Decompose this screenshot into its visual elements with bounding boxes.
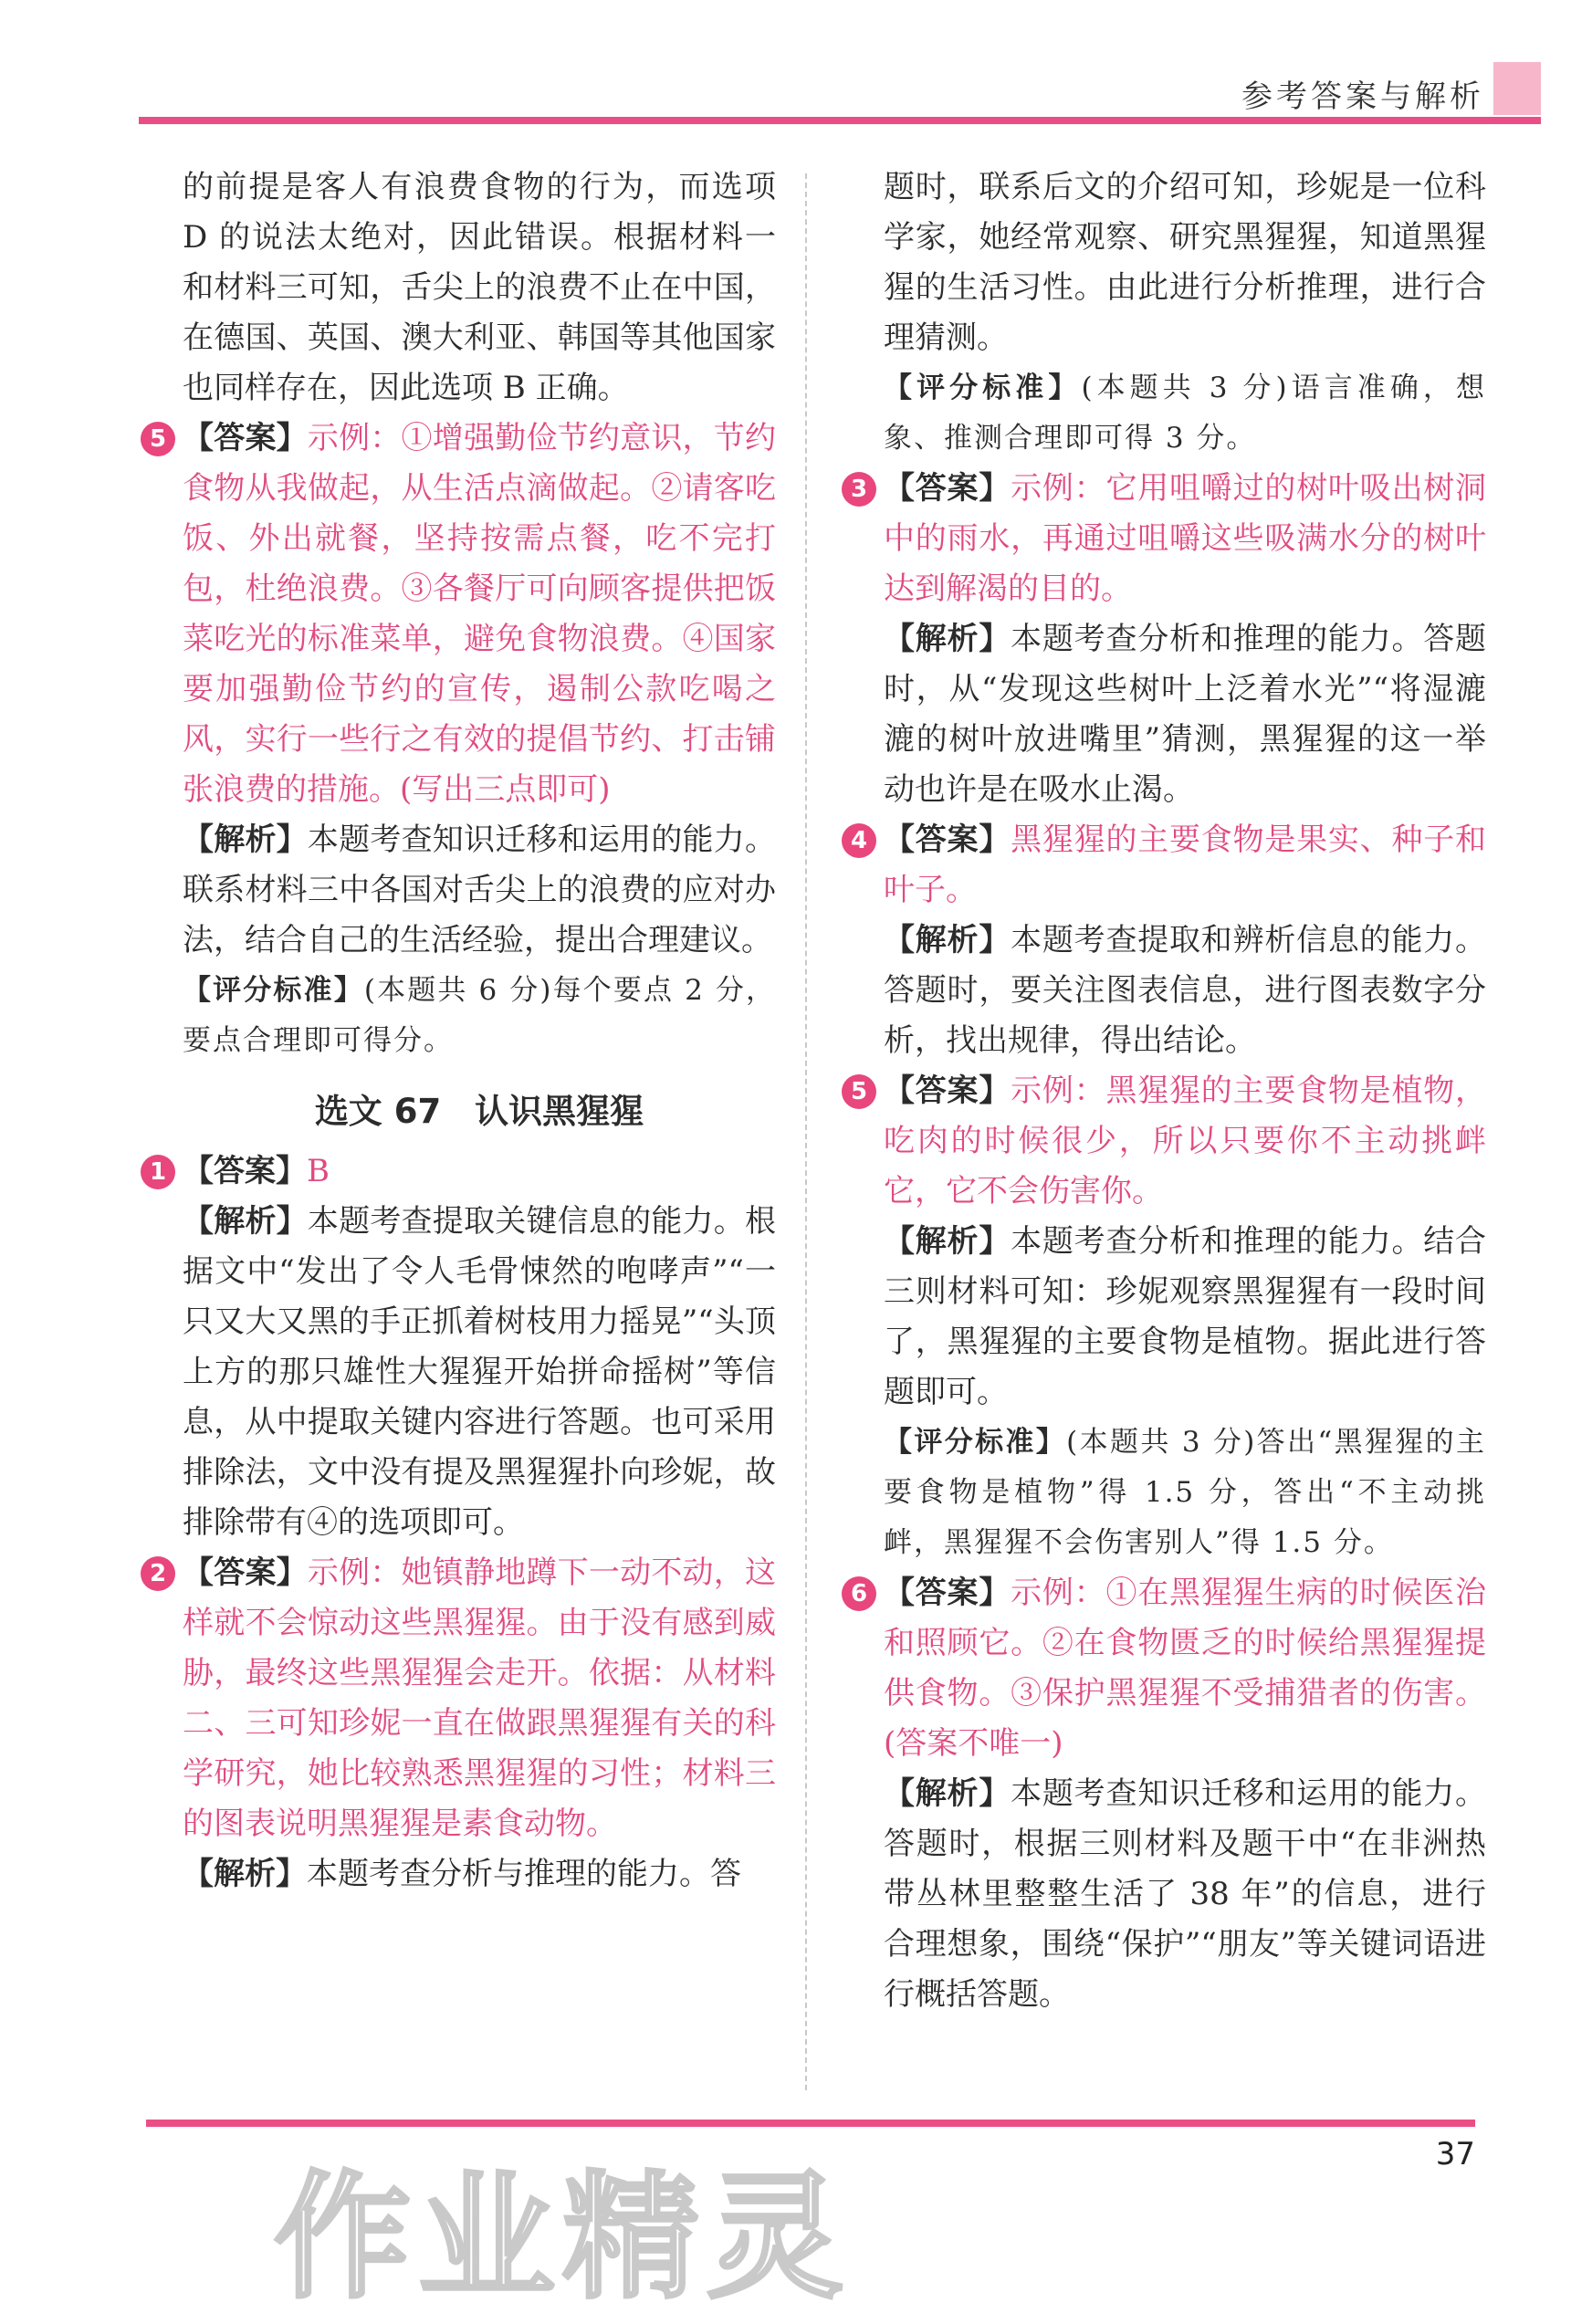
analysis-label: 【解析】: [183, 1203, 308, 1240]
analysis-text: 本题考查分析和推理的能力。答题时，从“发现这些树叶上泛着水光”“将湿漉漉的树叶放进嘴里”猜测，黑猩猩的这一举动也许是在吸水止渴。: [884, 621, 1487, 808]
analysis-label: 【解析】: [183, 1856, 307, 1892]
score-text: (本题共 3 分)答出“黑猩猩的主要食物是植物”得 1.5 分，答出“不主动挑衅，黑猩猩不会伤害别人”得 1.5 分。: [884, 1426, 1487, 1559]
score-block: [884, 363, 1486, 464]
analysis-text: 本题考查分析与推理的能力。答: [307, 1856, 741, 1892]
analysis-label: 【解析】: [884, 922, 1011, 958]
answer-block: [850, 464, 1487, 614]
analysis-text: 本题考查知识迁移和运用的能力。联系材料三中各国对舌尖上的浪费的应对办法，结合自己的生活经验，提出合理建议。: [183, 822, 777, 958]
analysis-label: 【解析】: [884, 621, 1011, 657]
question-number-badge: 6: [842, 1576, 876, 1611]
question-number-badge: 1: [141, 1155, 175, 1189]
header-color-block: [1493, 62, 1541, 115]
score-block: [183, 966, 776, 1066]
page-number: 37: [1435, 2136, 1475, 2172]
answer-label: 【答案】: [183, 1153, 307, 1189]
score-text: (本题共 6 分)每个要点 2 分，要点合理即可得分。: [183, 974, 776, 1057]
question-number-badge: 3: [842, 472, 876, 507]
watermark-logo: 作业精灵: [274, 2159, 852, 2318]
answer-text: 示例：黑猩猩的主要食物是植物，吃肉的时候很少，所以只要你不主动挑衅它，它不会伤害你。: [884, 1073, 1487, 1209]
analysis-block: [183, 815, 776, 966]
answer-block: [149, 1146, 776, 1197]
question-number-badge: 5: [842, 1074, 876, 1109]
score-label: 【评分标准】: [183, 974, 364, 1007]
answer-block: [850, 1568, 1487, 1769]
question-number-badge: 2: [141, 1556, 175, 1591]
score-label: 【评分标准】: [884, 1426, 1067, 1459]
section-title: 选文 67 认识黑猩猩: [314, 1092, 644, 1131]
answer-text: 示例：①增强勤俭节约意识，节约食物从我做起，从生活点滴做起。②请客吃饭、外出就餐，坚持按需点餐，吃不完打包，杜绝浪费。③各餐厅可向顾客提供把饭菜吃光的标准菜单，避免食物浪费。④国家要加强勤俭节约的宣传，遏制公款吃喝之风，实行一些行之有效的提倡节约、打击铺张浪费的措施。(写出三点即可): [183, 420, 777, 808]
question-number-badge: 4: [842, 823, 876, 858]
analysis-block: [884, 614, 1486, 815]
analysis-block: [884, 916, 1486, 1066]
answer-label: 【答案】: [183, 420, 308, 456]
answer-block: [850, 815, 1487, 916]
column-divider: [805, 173, 807, 2090]
analysis-block: [884, 1217, 1486, 1418]
paragraph: [884, 162, 1486, 363]
answer-block: [850, 1066, 1487, 1217]
analysis-block: [884, 1769, 1486, 2020]
answer-label: 【答案】: [884, 1575, 1011, 1611]
score-block: [884, 1418, 1486, 1568]
right-column: [850, 162, 1487, 2020]
answer-label: 【答案】: [884, 822, 1011, 858]
score-text: (本题共 3 分)语言准确，想象、推测合理即可得 3 分。: [884, 372, 1486, 455]
score-label: 【评分标准】: [884, 372, 1082, 404]
answer-block: [149, 414, 777, 815]
answer-label: 【答案】: [884, 1073, 1011, 1109]
answer-label: 【答案】: [183, 1555, 308, 1591]
footer-rule: [146, 2120, 1475, 2127]
answer-text: B: [307, 1153, 330, 1189]
analysis-text: 本题考查分析和推理的能力。结合三则材料可知：珍妮观察黑猩猩有一段时间了，黑猩猩的主要食物是植物。据此进行答题即可。: [884, 1223, 1487, 1410]
analysis-label: 【解析】: [884, 1223, 1011, 1260]
analysis-text: 本题考查知识迁移和运用的能力。答题时，根据三则材料及题干中“在非洲热带丛林里整整生活了 38 年”的信息，进行合理想象，围绕“保护”“朋友”等关键词语进行概括答题。: [884, 1775, 1487, 2013]
answer-text: 示例：①在黑猩猩生病的时候医治和照顾它。②在食物匮乏的时候给黑猩猩提供食物。③保护黑猩猩不受捕猎者的伤害。(答案不唯一): [884, 1575, 1487, 1762]
analysis-label: 【解析】: [183, 822, 308, 858]
running-header: 参考答案与解析: [1241, 79, 1484, 115]
text-text: 的前提是客人有浪费食物的行为，而选项 D 的说法太绝对，因此错误。根据材料一和材料三可知，舌尖上的浪费不止在中国，在德国、英国、澳大利亚、韩国等其他国家也同样存在，因此选项 B 正确。: [183, 169, 776, 406]
paragraph: [183, 162, 776, 414]
question-number-badge: 5: [141, 422, 175, 456]
answer-text: 示例：她镇静地蹲下一动不动，这样就不会惊动这些黑猩猩。由于没有感到威胁，最终这些黑猩猩会走开。依据：从材料二、三可知珍妮一直在做跟黑猩猩有关的科学研究，她比较熟悉黑猩猩的习性；材料三的图表说明黑猩猩是素食动物。: [183, 1555, 777, 1842]
answer-text: 黑猩猩的主要食物是果实、种子和叶子。: [884, 822, 1487, 908]
answer-label: 【答案】: [884, 470, 1011, 507]
analysis-block: [183, 1197, 776, 1548]
analysis-text: 本题考查提取关键信息的能力。根据文中“发出了令人毛骨悚然的咆哮声”“一只又大又黑的手正抓着树枝用力摇晃”“头顶上方的那只雄性大猩猩开始拼命摇树”等信息，从中提取关键内容进行答题。也可采用排除法，文中没有提及黑猩猩扑向珍妮，故排除带有④的选项即可。: [183, 1203, 777, 1541]
answer-block: [149, 1548, 777, 1849]
text-text: 题时，联系后文的介绍可知，珍妮是一位科学家，她经常观察、研究黑猩猩，知道黑猩猩的生活习性。由此进行分析推理，进行合理猜测。: [884, 169, 1486, 356]
analysis-text: 本题考查提取和辨析信息的能力。答题时，要关注图表信息，进行图表数字分析，找出规律，得出结论。: [884, 922, 1487, 1059]
analysis-block: [183, 1849, 776, 1900]
header-rule: [139, 117, 1541, 124]
analysis-label: 【解析】: [884, 1775, 1011, 1812]
left-column: [149, 162, 777, 1900]
answer-text: 示例：它用咀嚼过的树叶吸出树洞中的雨水，再通过咀嚼这些吸满水分的树叶达到解渴的目的。: [884, 470, 1487, 607]
